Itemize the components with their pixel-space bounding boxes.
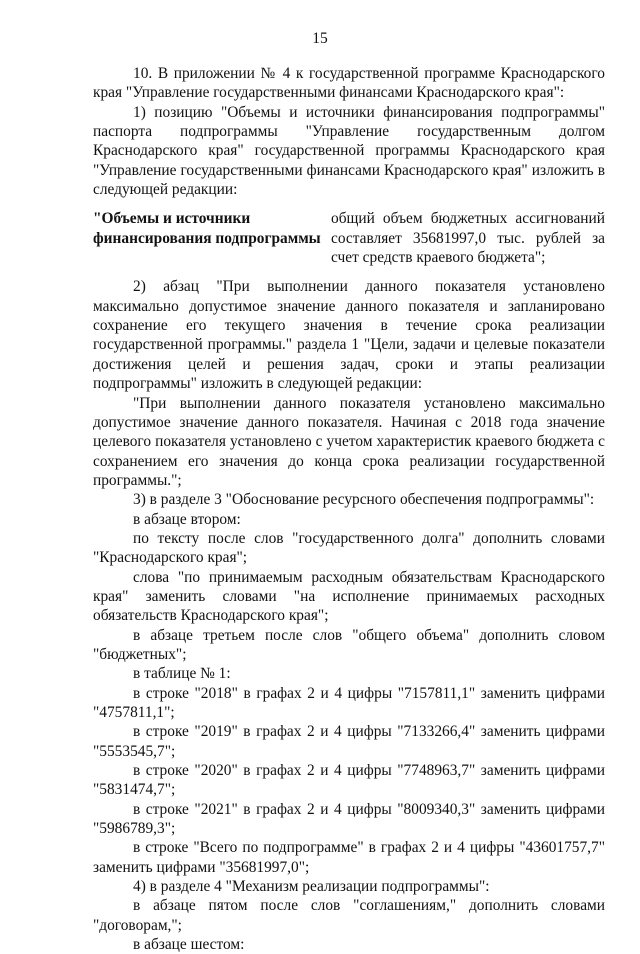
paragraph: в строке "2020" в графах 2 и 4 цифры "7748963,7" заменить цифрами "5831474,7"; <box>93 762 605 799</box>
paragraph: в абзаце третьем после слов "общего объема" дополнить словом "бюджетных"; <box>93 626 605 663</box>
paragraph: 10. В приложении № 4 к государственной программе Краснодарского края "Управление государственными финансами Краснодарского края": <box>93 65 605 102</box>
paragraph: в строке "2018" в графах 2 и 4 цифры "7157811,1" заменить цифрами "4757811,1"; <box>93 684 605 721</box>
paragraph: по тексту после слов "государственного долга" дополнить словами "Краснодарского края"; <box>93 529 605 567</box>
paragraph: "При выполнении данного показателя установлено максимально допустимое значение данного показателя. Начиная с 2018 года значение целевого показателя установлено с учетом характеристик краевого бюджета с сохранением его значения до конца срока реализации государственной программы."; <box>93 394 605 489</box>
paragraph: 4) в разделе 4 "Механизм реализации подпрограммы": <box>133 878 490 896</box>
passport-table-row <box>93 209 605 267</box>
paragraph: в абзаце втором: <box>133 510 241 528</box>
paragraph: 3) в разделе 3 "Обоснование ресурсного обеспечения подпрограммы": <box>133 491 595 509</box>
paragraph: 1) позицию "Объемы и источники финансирования подпрограммы" паспорта подпрограммы "Управление государственным долгом Краснодарского края" государственной программы Краснодарского края "Управление государственными финансами Краснодарского края" изложить в следующей редакции: <box>93 103 605 199</box>
table-cell-value: общий объем бюджетных ассигнований составляет 35681997,0 тыс. рублей за счет средств краевого бюджета"; <box>331 210 605 267</box>
paragraph: в абзаце шестом: <box>133 936 245 954</box>
table-cell-label: "Объемы и источники финансирования подпрограммы <box>93 210 321 247</box>
document-body <box>93 64 605 954</box>
paragraph: в строке "2019" в графах 2 и 4 цифры "7133266,4" заменить цифрами "5553545,7"; <box>93 723 605 760</box>
paragraph: в абзаце пятом после слов "соглашениям," дополнить словами "договорам,"; <box>93 897 605 934</box>
paragraph: слова "по принимаемым расходным обязательствам Краснодарского края" заменить словами "на исполнение принимаемых расходных обязательств Краснодарского края"; <box>93 568 605 625</box>
page-number: 15 <box>312 30 328 47</box>
paragraph: 2) абзац "При выполнении данного показателя установлено максимально допустимое значение данного показателя и запланировано сохранение его текущего значения в течение срока реализации государственной программы." раздела 1 "Цели, задачи и целевые показатели достижения целей и решения задач, сроки и этапы реализации подпрограммы" изложить в следующей редакции: <box>93 278 605 393</box>
paragraph: в строке "2021" в графах 2 и 4 цифры "8009340,3" заменить цифрами "5986789,3"; <box>93 800 605 838</box>
paragraph: в строке "Всего по подпрограмме" в графах 2 и 4 цифры "43601757,7" заменить цифрами "35681997,0"; <box>93 839 605 876</box>
paragraph: в таблице № 1: <box>133 665 231 683</box>
